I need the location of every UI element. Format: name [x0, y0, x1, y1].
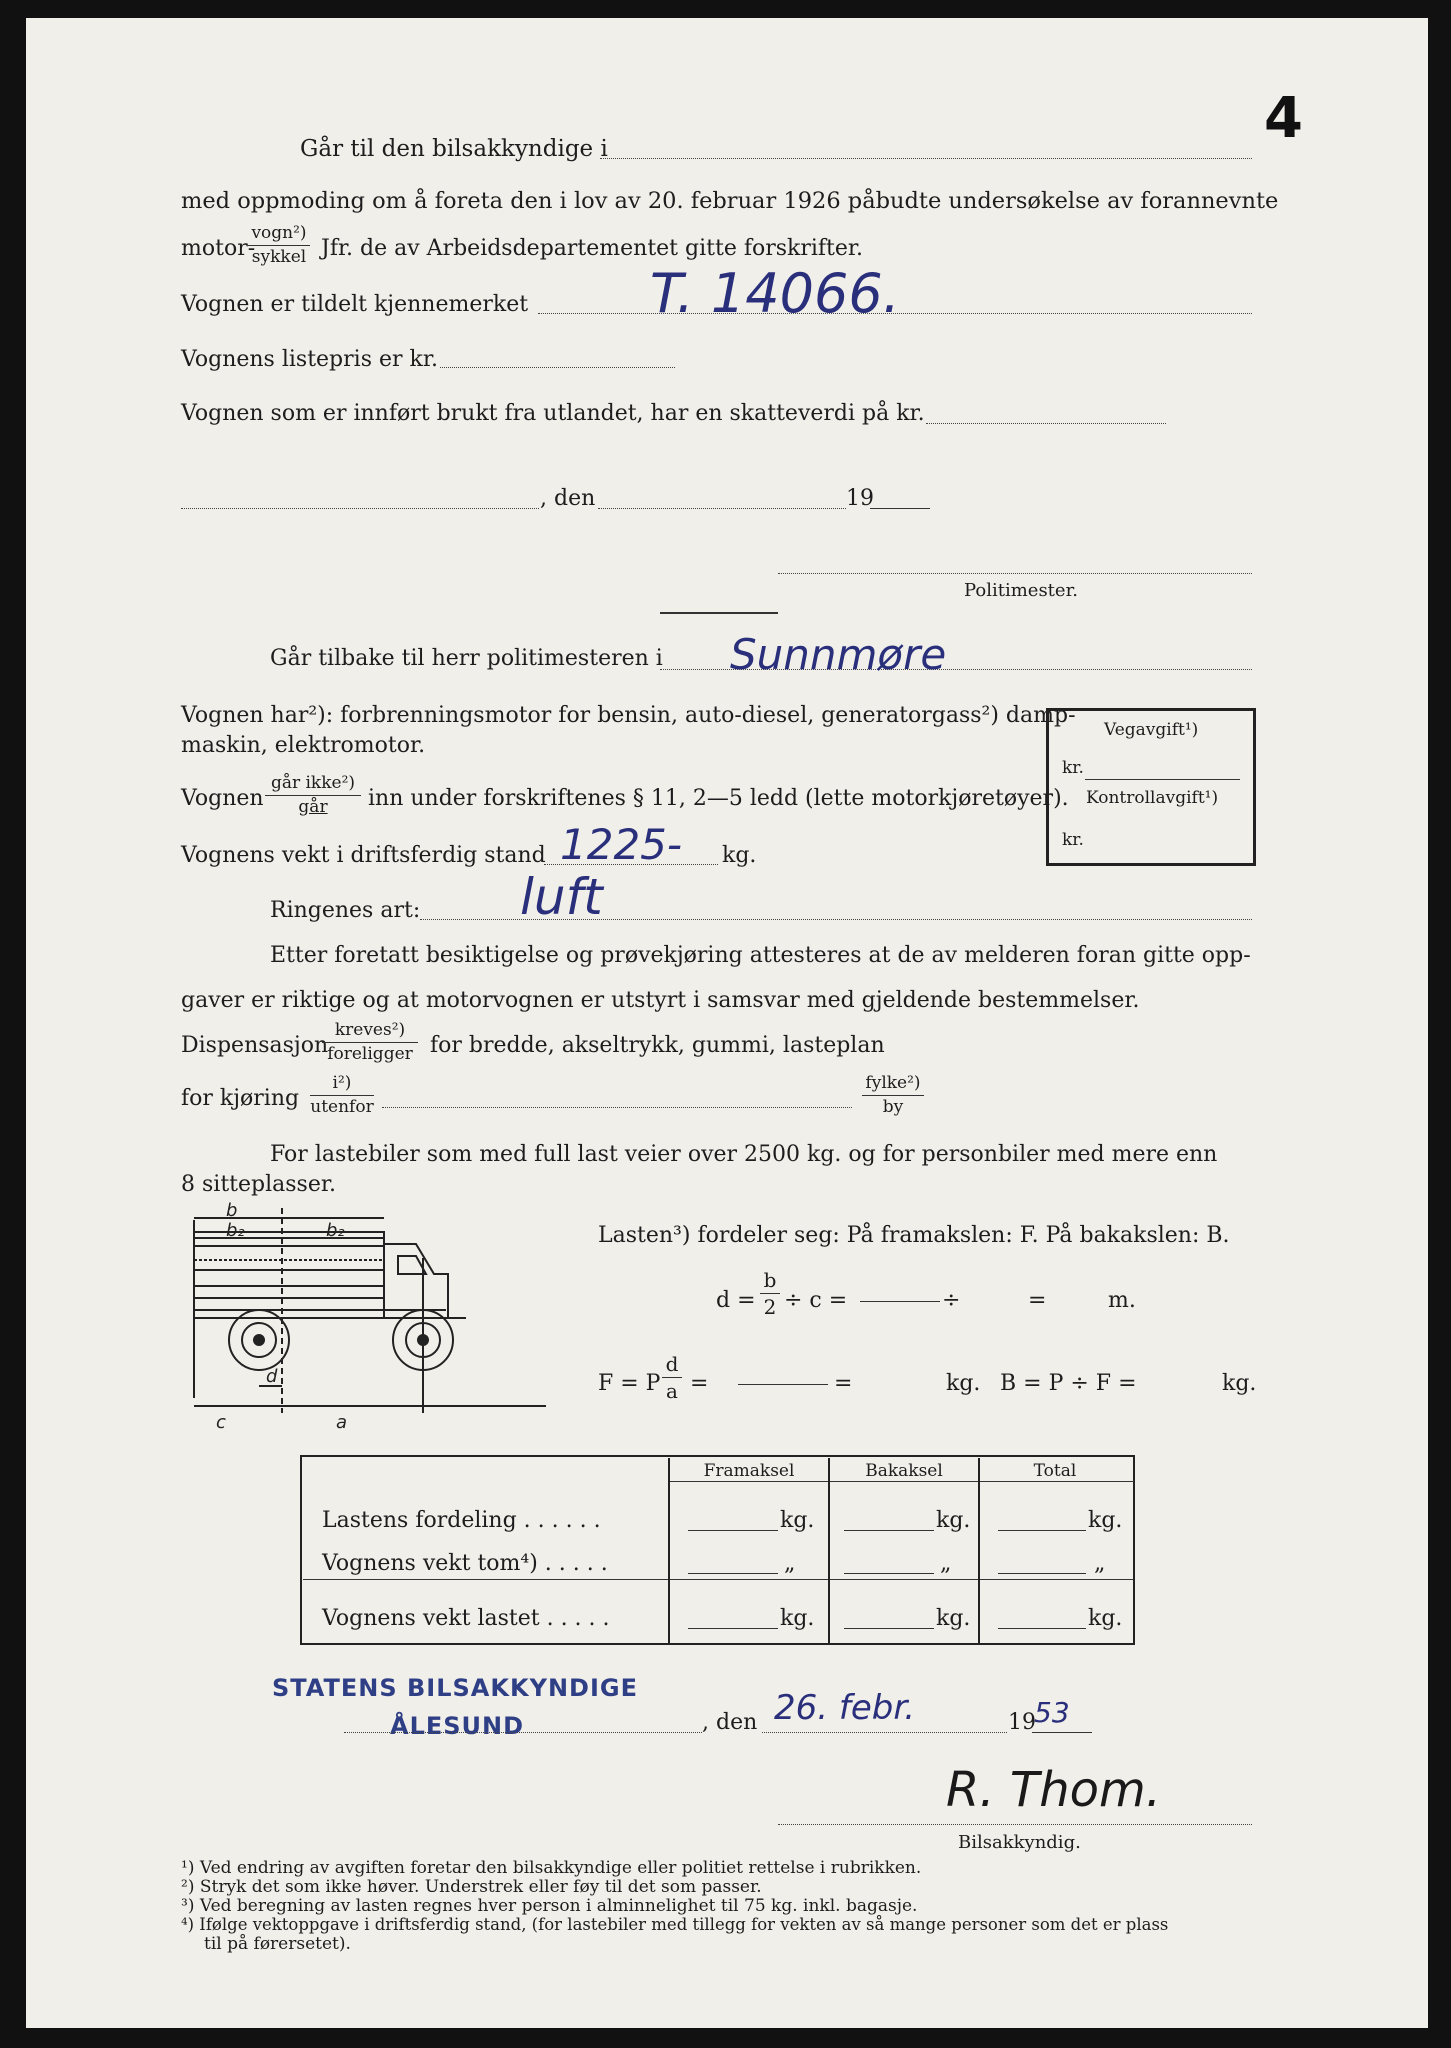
- row-label-empty-weight: Vognens vekt tom⁴) . . . . .: [322, 1551, 608, 1576]
- fraction-top: fylke²): [862, 1075, 924, 1096]
- cell-unit: kg.: [1088, 1508, 1123, 1533]
- formula-div: ÷: [942, 1288, 961, 1313]
- year-field[interactable]: [870, 508, 930, 509]
- formula-minus-c: ÷ c =: [784, 1288, 848, 1313]
- cell-field[interactable]: [688, 1530, 778, 1531]
- year-label: 19: [846, 486, 874, 511]
- dim-b2-left: b₂: [226, 1220, 245, 1241]
- footnote-1: ¹) Ved endring av avgiften foretar den bilsakkyndige eller politiet rettelse i rubrikken.: [181, 1858, 922, 1878]
- dim-d: d: [266, 1366, 278, 1387]
- cell-ditto: „: [940, 1551, 952, 1576]
- fraction-bottom: by: [882, 1097, 904, 1117]
- row-label-loaded-weight: Vognens vekt lastet . . . . .: [322, 1606, 610, 1631]
- fraction-bottom: går: [298, 797, 328, 817]
- dim-b: b: [226, 1200, 238, 1221]
- engine-type-line1: Vognen har²): forbrenningsmotor for bensin, auto-diesel, generatorgass²) damp-: [181, 703, 1076, 728]
- trucks-line1: For lastebiler som med full last veier over 2500 kg. og for personbiler med mere enn: [270, 1142, 1218, 1167]
- fraction-bottom: foreligger: [327, 1044, 413, 1064]
- date-den-label-2: , den: [702, 1710, 758, 1735]
- col-header-rear-axle: Bakaksel: [865, 1461, 943, 1481]
- inspector-signature: R. Thom.: [946, 1762, 1161, 1818]
- dispensation-fraction: [322, 1022, 418, 1063]
- road-tax-label: Vegavgift¹): [1104, 720, 1199, 740]
- row-label-load: Lastens fordeling . . . . . .: [322, 1508, 601, 1533]
- b-over-2: [760, 1270, 780, 1317]
- fraction-bottom: sykkel: [251, 247, 307, 267]
- fraction-top: b: [760, 1270, 780, 1294]
- dim-b2-right: b₂: [326, 1220, 345, 1241]
- cell-unit: kg.: [936, 1508, 971, 1533]
- year-value: 53: [1034, 1696, 1070, 1729]
- formula-d-left: d =: [716, 1288, 756, 1313]
- fraction-top: går ikke²): [265, 775, 361, 796]
- date-field[interactable]: [598, 508, 846, 509]
- formula-f-eq: =: [690, 1371, 709, 1396]
- official-stamp-line2: ÅLESUND: [390, 1712, 525, 1740]
- date-field-2[interactable]: [762, 1732, 1007, 1733]
- dim-c: c: [216, 1412, 226, 1433]
- tyre-type-label: Ringenes art:: [270, 898, 421, 923]
- control-fee-label: Kontrollavgift¹): [1086, 788, 1219, 808]
- col-header-total: Total: [1033, 1461, 1077, 1481]
- decorative-rule: [660, 612, 778, 614]
- cell-field[interactable]: [998, 1530, 1086, 1531]
- formula-f-field[interactable]: [738, 1384, 828, 1385]
- destination-field[interactable]: [600, 158, 1252, 159]
- page-number: 4: [1264, 86, 1303, 151]
- motor-prefix: motor-: [181, 236, 256, 261]
- cell-unit: kg.: [780, 1606, 815, 1631]
- destination-label: Går til den bilsakkyndige i: [300, 136, 608, 162]
- list-price-field[interactable]: [440, 367, 675, 368]
- engine-type-line2: maskin, elektromotor.: [181, 733, 426, 758]
- attestation-line1: Etter foretatt besiktigelse og prøvekjøring attesteres at de av melderen foran gitte opp-: [270, 943, 1251, 968]
- formula-kg1: kg.: [946, 1371, 981, 1396]
- registration-label: Vognen er tildelt kjennemerket: [181, 292, 529, 317]
- cell-unit: kg.: [936, 1606, 971, 1631]
- fraction-bottom: 2: [763, 1295, 777, 1319]
- formula-d-numerator-field[interactable]: [860, 1301, 940, 1302]
- cell-unit: kg.: [780, 1508, 815, 1533]
- fraction-bottom: utenfor: [310, 1097, 374, 1117]
- regulations-text: Jfr. de av Arbeidsdepartementet gitte forskrifter.: [321, 236, 864, 261]
- inspector-label: Bilsakkyndig.: [958, 1832, 1081, 1853]
- fraction-top: kreves²): [322, 1022, 418, 1043]
- goes-fraction: [265, 775, 361, 816]
- footnote-2: ²) Stryk det som ikke høver. Understrek eller føy til det som passer.: [181, 1877, 762, 1897]
- d-over-a: [662, 1354, 682, 1401]
- fraction-top: i²): [310, 1075, 374, 1096]
- table-col-sep-3: [978, 1458, 980, 1644]
- official-stamp-line1: STATENS BILSAKKYNDIGE: [272, 1674, 638, 1702]
- road-tax-kr: kr.: [1062, 758, 1084, 778]
- attestation-line2: gaver er riktige og at motorvognen er utstyrt i samsvar med gjeldende bestemmelser.: [181, 988, 1140, 1013]
- date-value: 26. febr.: [774, 1688, 916, 1728]
- truck-cargo-bed: [194, 1232, 384, 1298]
- cell-field[interactable]: [844, 1530, 934, 1531]
- list-price-label: Vognens listepris er kr.: [181, 347, 438, 372]
- driving-prefix: for kjøring: [181, 1086, 300, 1111]
- footnote-3: ³) Ved beregning av lasten regnes hver person i alminnelighet til 75 kg. inkl. bagasje.: [181, 1896, 918, 1916]
- fraction-top: d: [662, 1354, 682, 1378]
- light-vehicle-text: inn under forskriftenes § 11, 2—5 ledd (lette motorkjøretøyer).: [368, 786, 1069, 811]
- date-den-label: , den: [540, 486, 596, 511]
- cell-field[interactable]: [844, 1628, 934, 1629]
- formula-eq: =: [1028, 1288, 1047, 1313]
- year-field-2[interactable]: [1032, 1732, 1092, 1733]
- cell-ditto: „: [1094, 1551, 1106, 1576]
- return-label: Går tilbake til herr politimesteren i: [270, 646, 663, 671]
- tax-value-field[interactable]: [926, 423, 1166, 424]
- cell-field[interactable]: [688, 1628, 778, 1629]
- table-col-sep-1: [668, 1458, 670, 1644]
- fraction-top: vogn²): [248, 225, 310, 246]
- cell-unit: kg.: [1088, 1606, 1123, 1631]
- tax-value-label: Vognen som er innført brukt fra utlandet, har en skatteverdi på kr.: [181, 401, 925, 426]
- cell-field[interactable]: [844, 1573, 934, 1574]
- cell-field[interactable]: [688, 1573, 778, 1574]
- police-signature-field[interactable]: [778, 573, 1252, 574]
- dispensation-prefix: Dispensasjon: [181, 1033, 329, 1058]
- control-fee-kr: kr.: [1062, 830, 1084, 850]
- county-fraction: [862, 1075, 924, 1116]
- registration-value: T. 14066.: [650, 262, 900, 325]
- place-field-2[interactable]: [344, 1732, 702, 1733]
- cell-field[interactable]: [998, 1628, 1086, 1629]
- vogn-sykkel-fraction: [248, 225, 310, 266]
- weight-label: Vognens vekt i driftsferdig stand: [181, 843, 546, 868]
- formula-kg2: kg.: [1222, 1371, 1257, 1396]
- place-field[interactable]: [181, 508, 539, 509]
- return-value: Sunnmøre: [730, 630, 947, 679]
- table-col-sep-2: [828, 1458, 830, 1644]
- region-field[interactable]: [382, 1107, 852, 1108]
- table-mid-rule: [303, 1579, 1133, 1580]
- col-header-front-axle: Framaksel: [703, 1461, 795, 1481]
- load-distribution-text: Lasten³) fordeler seg: På framakslen: F. På bakakslen: B.: [598, 1223, 1230, 1248]
- trucks-line2: 8 sitteplasser.: [181, 1172, 336, 1197]
- fraction-bottom: a: [666, 1379, 678, 1403]
- weight-value: 1225-: [560, 820, 683, 869]
- formula-f-left: F = P: [598, 1371, 661, 1396]
- year-label-2: 19: [1008, 1710, 1036, 1735]
- formula-b-eq: B = P ÷ F =: [1000, 1371, 1137, 1396]
- cell-ditto: „: [784, 1551, 796, 1576]
- request-text: med oppmoding om å foreta den i lov av 20. februar 1926 påbudte undersøkelse av forannevnte: [181, 188, 1279, 214]
- driving-fraction: [310, 1075, 374, 1116]
- footnote-4: ⁴) Ifølge vektoppgave i driftsferdig stand, (for lastebiler med tillegg for vekten av så mange personer som det er plass: [181, 1915, 1169, 1934]
- road-tax-field[interactable]: [1085, 779, 1240, 780]
- footnote-4-cont: til på førersetet).: [204, 1934, 351, 1954]
- table-header-rule: [670, 1481, 1134, 1482]
- formula-unit-m: m.: [1108, 1288, 1136, 1313]
- dispensation-text: for bredde, akseltrykk, gummi, lasteplan: [430, 1033, 885, 1058]
- truck-diagram: [186, 1198, 556, 1438]
- weight-unit: kg.: [722, 843, 757, 868]
- dim-a: a: [336, 1412, 348, 1433]
- vehicle-prefix: Vognen: [181, 786, 264, 811]
- cell-field[interactable]: [998, 1573, 1086, 1574]
- police-chief-label: Politimester.: [964, 580, 1078, 601]
- inspector-signature-field[interactable]: [778, 1824, 1252, 1825]
- formula-f-eq2: =: [834, 1371, 853, 1396]
- tyre-type-value: luft: [520, 868, 603, 926]
